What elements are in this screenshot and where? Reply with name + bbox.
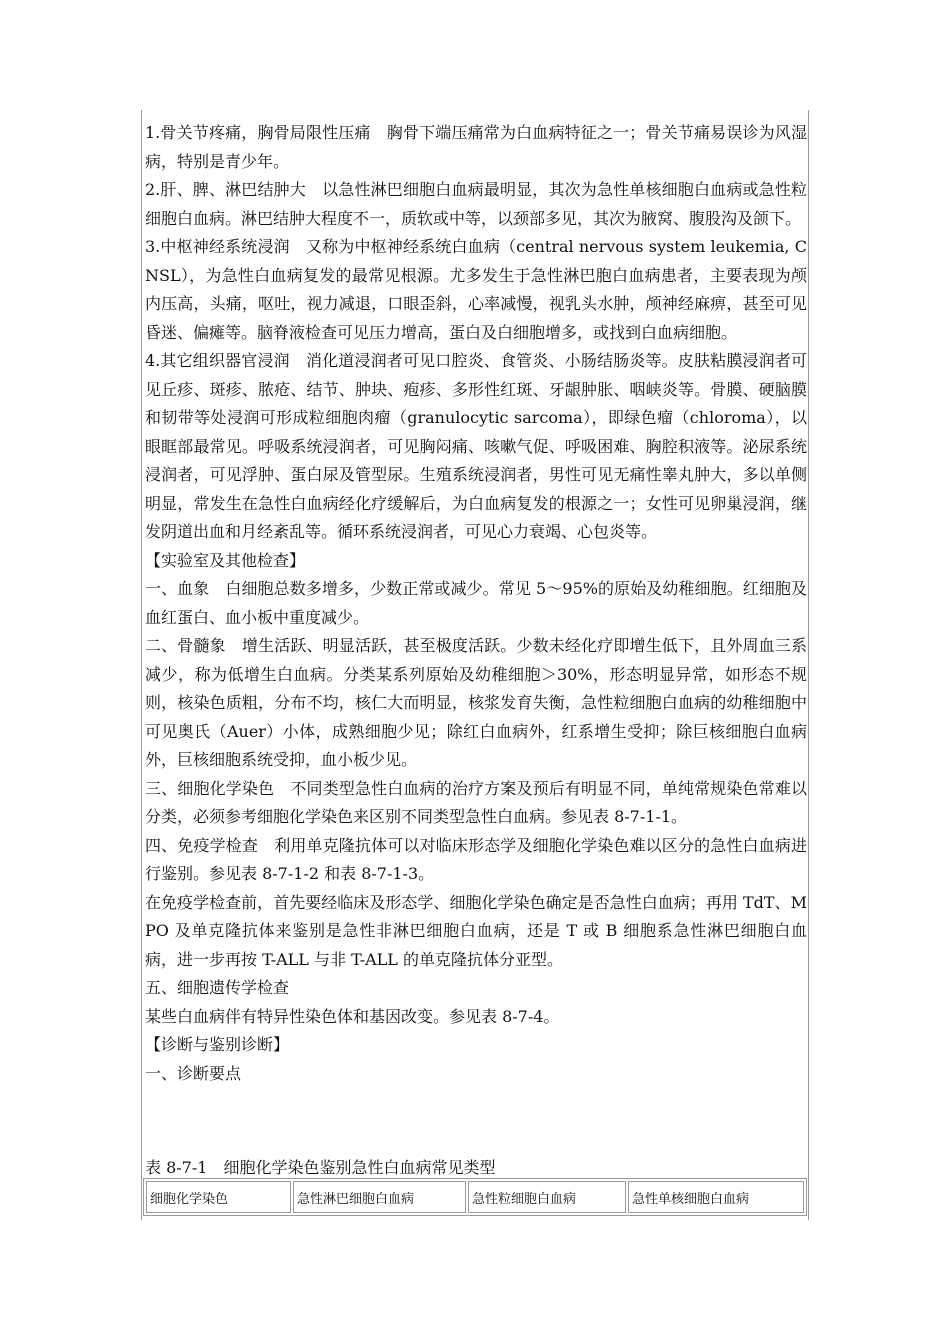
paragraph-bone-marrow: 二、骨髓象 增生活跃、明显活跃，甚至极度活跃。少数未经化疗即增生低下，且外周血三系减少，称为低增生白血病。分类某系列原始及幼稚细胞＞30%，形态明显异常，如形态不规则，核染色质粗，分布不均，核仁大而明显，核浆发育失衡，急性粒细胞白血病的幼稚细胞中可见奥氏（Auer）小体，成熟细胞少见；除红白血病外，红系增生受抑；除巨核细胞白血病外，巨核细胞系统受抑，血小板少见。 (145, 636, 807, 769)
paragraph-other-organ-infiltration: 4.其它组织器官浸润 消化道浸润者可见口腔炎、食管炎、小肠结肠炎等。皮肤粘膜浸润者可见丘疹、斑疹、脓疮、结节、肿块、疱疹、多形性红斑、牙龈肿胀、咽峡炎等。骨膜、硬脑膜和韧带等处浸润可形成粒细胞肉瘤（granulocytic sarcoma），即绿色瘤（chloroma），以眼眶部最常见。呼吸系统浸润者，可见胸闷痛、咳嗽气促、呼吸困难、胸腔积液等。泌尿系统浸润者，可见浮肿、蛋白尿及管型尿。生殖系统浸润者，男性可见无痛性睾丸肿大，多以单侧明显，常发生在急性白血病经化疗缓解后，为白血病复发的根源之一；女性可见卵巢浸润，继发阴道出血和月经紊乱等。循环系统浸润者，可见心力衰竭、心包炎等。 (145, 351, 807, 541)
paragraph-immunology: 四、免疫学检查 利用单克隆抗体可以对临床形态学及细胞化学染色难以区分的急性白血病进行鉴别。参见表 8-7-1-2 和表 8-7-1-3。 (145, 835, 807, 883)
table-header-cell: 急性单核细胞白血病 (628, 1181, 804, 1213)
section-heading-lab-tests: 【实验室及其他检查】 (145, 550, 306, 570)
cytochemical-staining-table (143, 1178, 807, 1216)
table-header-cell: 急性淋巴细胞白血病 (293, 1181, 466, 1213)
paragraph-immunology-detail: 在免疫学检查前，首先要经临床及形态学、细胞化学染色确定是否急性白血病；再用 TdT、MPO 及单克隆抗体来鉴别是急性非淋巴细胞白血病，还是 T 或 B 细胞系急性淋巴细胞白血病，进一步再按 T-ALL 与非 T-ALL 的单克隆抗体分亚型。 (145, 892, 807, 969)
paragraph-cytochemical-staining: 三、细胞化学染色 不同类型急性白血病的治疗方案及预后有明显不同，单纯常规染色常难以分类，必须参考细胞化学染色来区别不同类型急性白血病。参见表 8-7-1-1。 (145, 778, 807, 826)
paragraph-organomegaly: 2.肝、脾、淋巴结肿大 以急性淋巴细胞白血病最明显，其次为急性单核细胞白血病或急性粒细胞白血病。淋巴结肿大程度不一，质软或中等，以颈部多见，其次为腋窝、腹股沟及颌下。 (145, 180, 807, 228)
paragraph-diagnosis-points: 一、诊断要点 (145, 1063, 242, 1083)
paragraph-blood-picture: 一、血象 白细胞总数多增多，少数正常或减少。常见 5～95%的原始及幼稚细胞。红细胞及血红蛋白、血小板中重度减少。 (145, 579, 807, 627)
table-header-cell: 急性粒细胞白血病 (468, 1181, 626, 1213)
table-header-row (146, 1181, 804, 1213)
table-caption: 表 8-7-1 细胞化学染色鉴别急性白血病常见类型 (145, 1158, 496, 1177)
paragraph-cytogenetics-heading: 五、细胞遗传学检查 (145, 978, 290, 997)
paragraph-cytogenetics: 某些白血病伴有特异性染色体和基因改变。参见表 8-7-4。 (145, 1006, 560, 1026)
document-body (145, 119, 807, 1088)
paragraph-cns-infiltration: 3.中枢神经系统浸润 又称为中枢神经系统白血病（central nervous system leukemia, CNSL），为急性白血病复发的最常见根源。尤多发生于急性淋巴胞白血病患者，主要表现为颅内压高，头痛，呕吐，视力减退，口眼歪斜，心率减慢，视乳头水肿，颅神经麻痹，甚至可见昏迷、偏瘫等。脑脊液检查可见压力增高，蛋白及白细胞增多，或找到白血病细胞。 (145, 237, 807, 342)
table-header-cell: 细胞化学染色 (146, 1181, 291, 1213)
paragraph-bone-joint-pain: 1.骨关节疼痛，胸骨局限性压痛 胸骨下端压痛常为白血病特征之一；骨关节痛易误诊为风湿病，特别是青少年。 (145, 123, 807, 171)
section-heading-diagnosis: 【诊断与鉴别诊断】 (145, 1035, 290, 1054)
